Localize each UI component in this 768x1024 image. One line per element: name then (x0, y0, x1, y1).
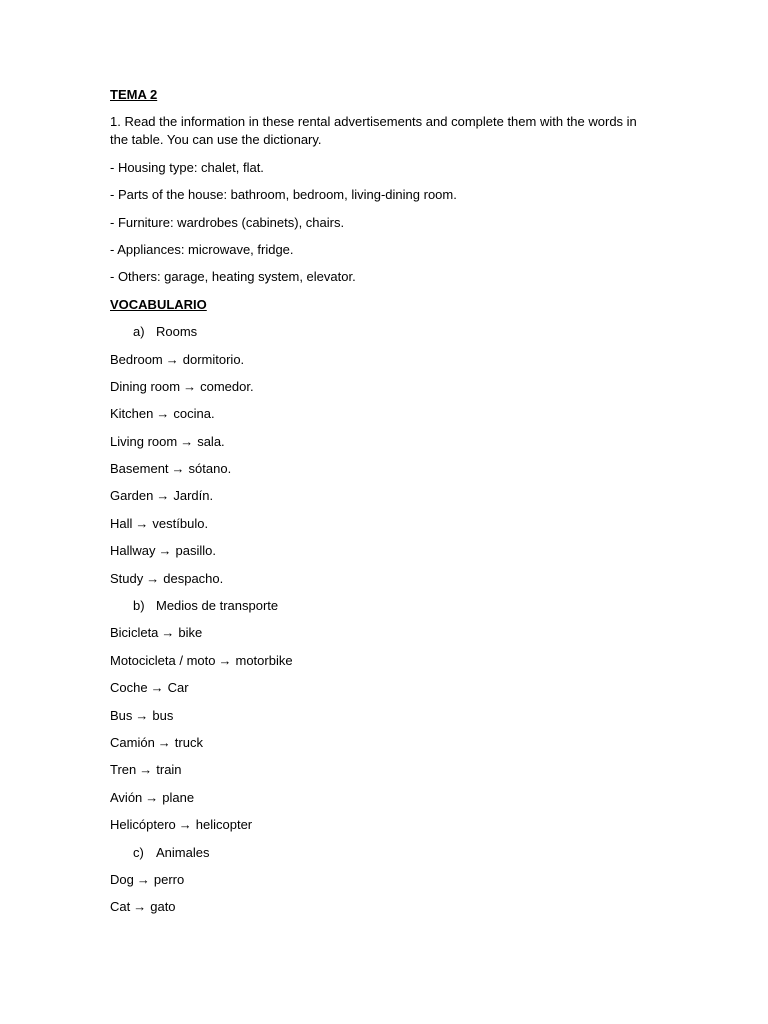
vocab-entry (110, 515, 655, 533)
vocab-translation: bus (152, 707, 174, 723)
arrow-right-icon: → (135, 707, 149, 723)
vocab-translation: bike (178, 625, 203, 641)
vocab-entry (110, 378, 655, 396)
vocab-term: Basement (110, 461, 169, 477)
arrow-right-icon: → (133, 899, 147, 915)
section-title: Animales (156, 844, 210, 860)
vocab-entry (110, 487, 655, 505)
vocabulary-sections (110, 323, 655, 916)
vocab-translation: pasillo. (175, 543, 216, 559)
arrow-right-icon: → (150, 680, 164, 696)
document-title: TEMA 2 (110, 87, 158, 102)
arrow-right-icon: → (161, 625, 175, 641)
arrow-right-icon: → (139, 762, 153, 778)
vocab-entry (110, 351, 655, 369)
arrow-right-icon: → (218, 652, 232, 668)
vocab-entry (110, 652, 655, 670)
vocab-translation: sótano. (188, 461, 232, 477)
vocab-translation: perro (153, 871, 185, 887)
vocab-term: Motocicleta / moto (110, 652, 216, 668)
vocab-entry (110, 898, 655, 916)
vocab-translation: truck (174, 734, 203, 750)
category-line: - Parts of the house: bathroom, bedroom, living-dining room. (110, 187, 457, 203)
section-heading (110, 597, 655, 615)
vocab-entry (110, 405, 655, 423)
vocab-entry (110, 542, 655, 560)
arrow-right-icon: → (145, 789, 159, 805)
section-marker: c) (133, 844, 144, 860)
vocab-term: Camión (110, 734, 155, 750)
vocab-term: Cat (110, 899, 131, 915)
arrow-right-icon: → (156, 406, 170, 422)
section-heading (110, 844, 655, 862)
arrow-right-icon: → (165, 351, 179, 367)
vocab-translation: sala. (197, 433, 225, 449)
vocab-entry (110, 460, 655, 478)
vocab-term: Avión (110, 789, 143, 805)
vocab-translation: gato (150, 899, 176, 915)
vocab-translation: train (156, 762, 182, 778)
category-line: - Housing type: chalet, flat. (110, 159, 264, 175)
arrow-right-icon: → (135, 515, 149, 531)
vocab-term: Bus (110, 707, 133, 723)
vocab-entry (110, 871, 655, 889)
section-marker: b) (133, 598, 145, 614)
vocab-entry (110, 679, 655, 697)
arrow-right-icon: → (156, 488, 170, 504)
vocab-term: Dining room (110, 378, 181, 394)
vocab-translation: vestíbulo. (152, 515, 209, 531)
vocab-term: Kitchen (110, 406, 154, 422)
vocab-translation: despacho. (163, 570, 224, 586)
arrow-right-icon: → (157, 734, 171, 750)
vocab-term: Garden (110, 488, 154, 504)
vocab-term: Helicóptero (110, 817, 176, 833)
vocab-term: Study (110, 570, 144, 586)
document-page (110, 86, 655, 916)
vocab-translation: Car (167, 680, 189, 696)
vocab-term: Bedroom (110, 351, 163, 367)
section-marker: a) (133, 324, 145, 340)
vocab-entry (110, 624, 655, 642)
vocab-translation: dormitorio. (182, 351, 245, 367)
vocab-entry (110, 816, 655, 834)
vocab-term: Coche (110, 680, 148, 696)
arrow-right-icon: → (146, 570, 160, 586)
vocab-translation: comedor. (200, 378, 254, 394)
arrow-right-icon: → (183, 378, 197, 394)
arrow-right-icon: → (158, 543, 172, 559)
vocabulary-heading: VOCABULARIO (110, 296, 207, 312)
vocab-term: Hall (110, 515, 133, 531)
vocab-entry (110, 570, 655, 588)
arrow-right-icon: → (178, 817, 192, 833)
vocab-translation: plane (162, 789, 195, 805)
vocab-term: Living room (110, 433, 178, 449)
vocab-translation: Jardín. (173, 488, 214, 504)
vocab-translation: motorbike (235, 652, 293, 668)
vocab-entry (110, 761, 655, 779)
vocab-entry (110, 707, 655, 725)
section-title: Rooms (156, 324, 198, 340)
vocab-entry (110, 789, 655, 807)
vocab-translation: cocina. (173, 406, 215, 422)
vocab-term: Tren (110, 762, 137, 778)
vocab-entry (110, 734, 655, 752)
section-heading (110, 323, 655, 341)
category-line: - Others: garage, heating system, elevator. (110, 269, 356, 285)
vocab-entry (110, 433, 655, 451)
vocab-translation: helicopter (195, 817, 253, 833)
instruction-text: 1. Read the information in these rental advertisements and complete them with the words in the table. You can use the dictionary. (110, 114, 637, 148)
vocab-term: Bicicleta (110, 625, 159, 641)
category-line: - Appliances: microwave, fridge. (110, 241, 294, 257)
section-title: Medios de transporte (156, 598, 279, 614)
arrow-right-icon: → (180, 433, 194, 449)
arrow-right-icon: → (136, 871, 150, 887)
arrow-right-icon: → (171, 461, 185, 477)
vocab-term: Dog (110, 871, 134, 887)
vocab-term: Hallway (110, 543, 156, 559)
category-line: - Furniture: wardrobes (cabinets), chairs. (110, 214, 345, 230)
